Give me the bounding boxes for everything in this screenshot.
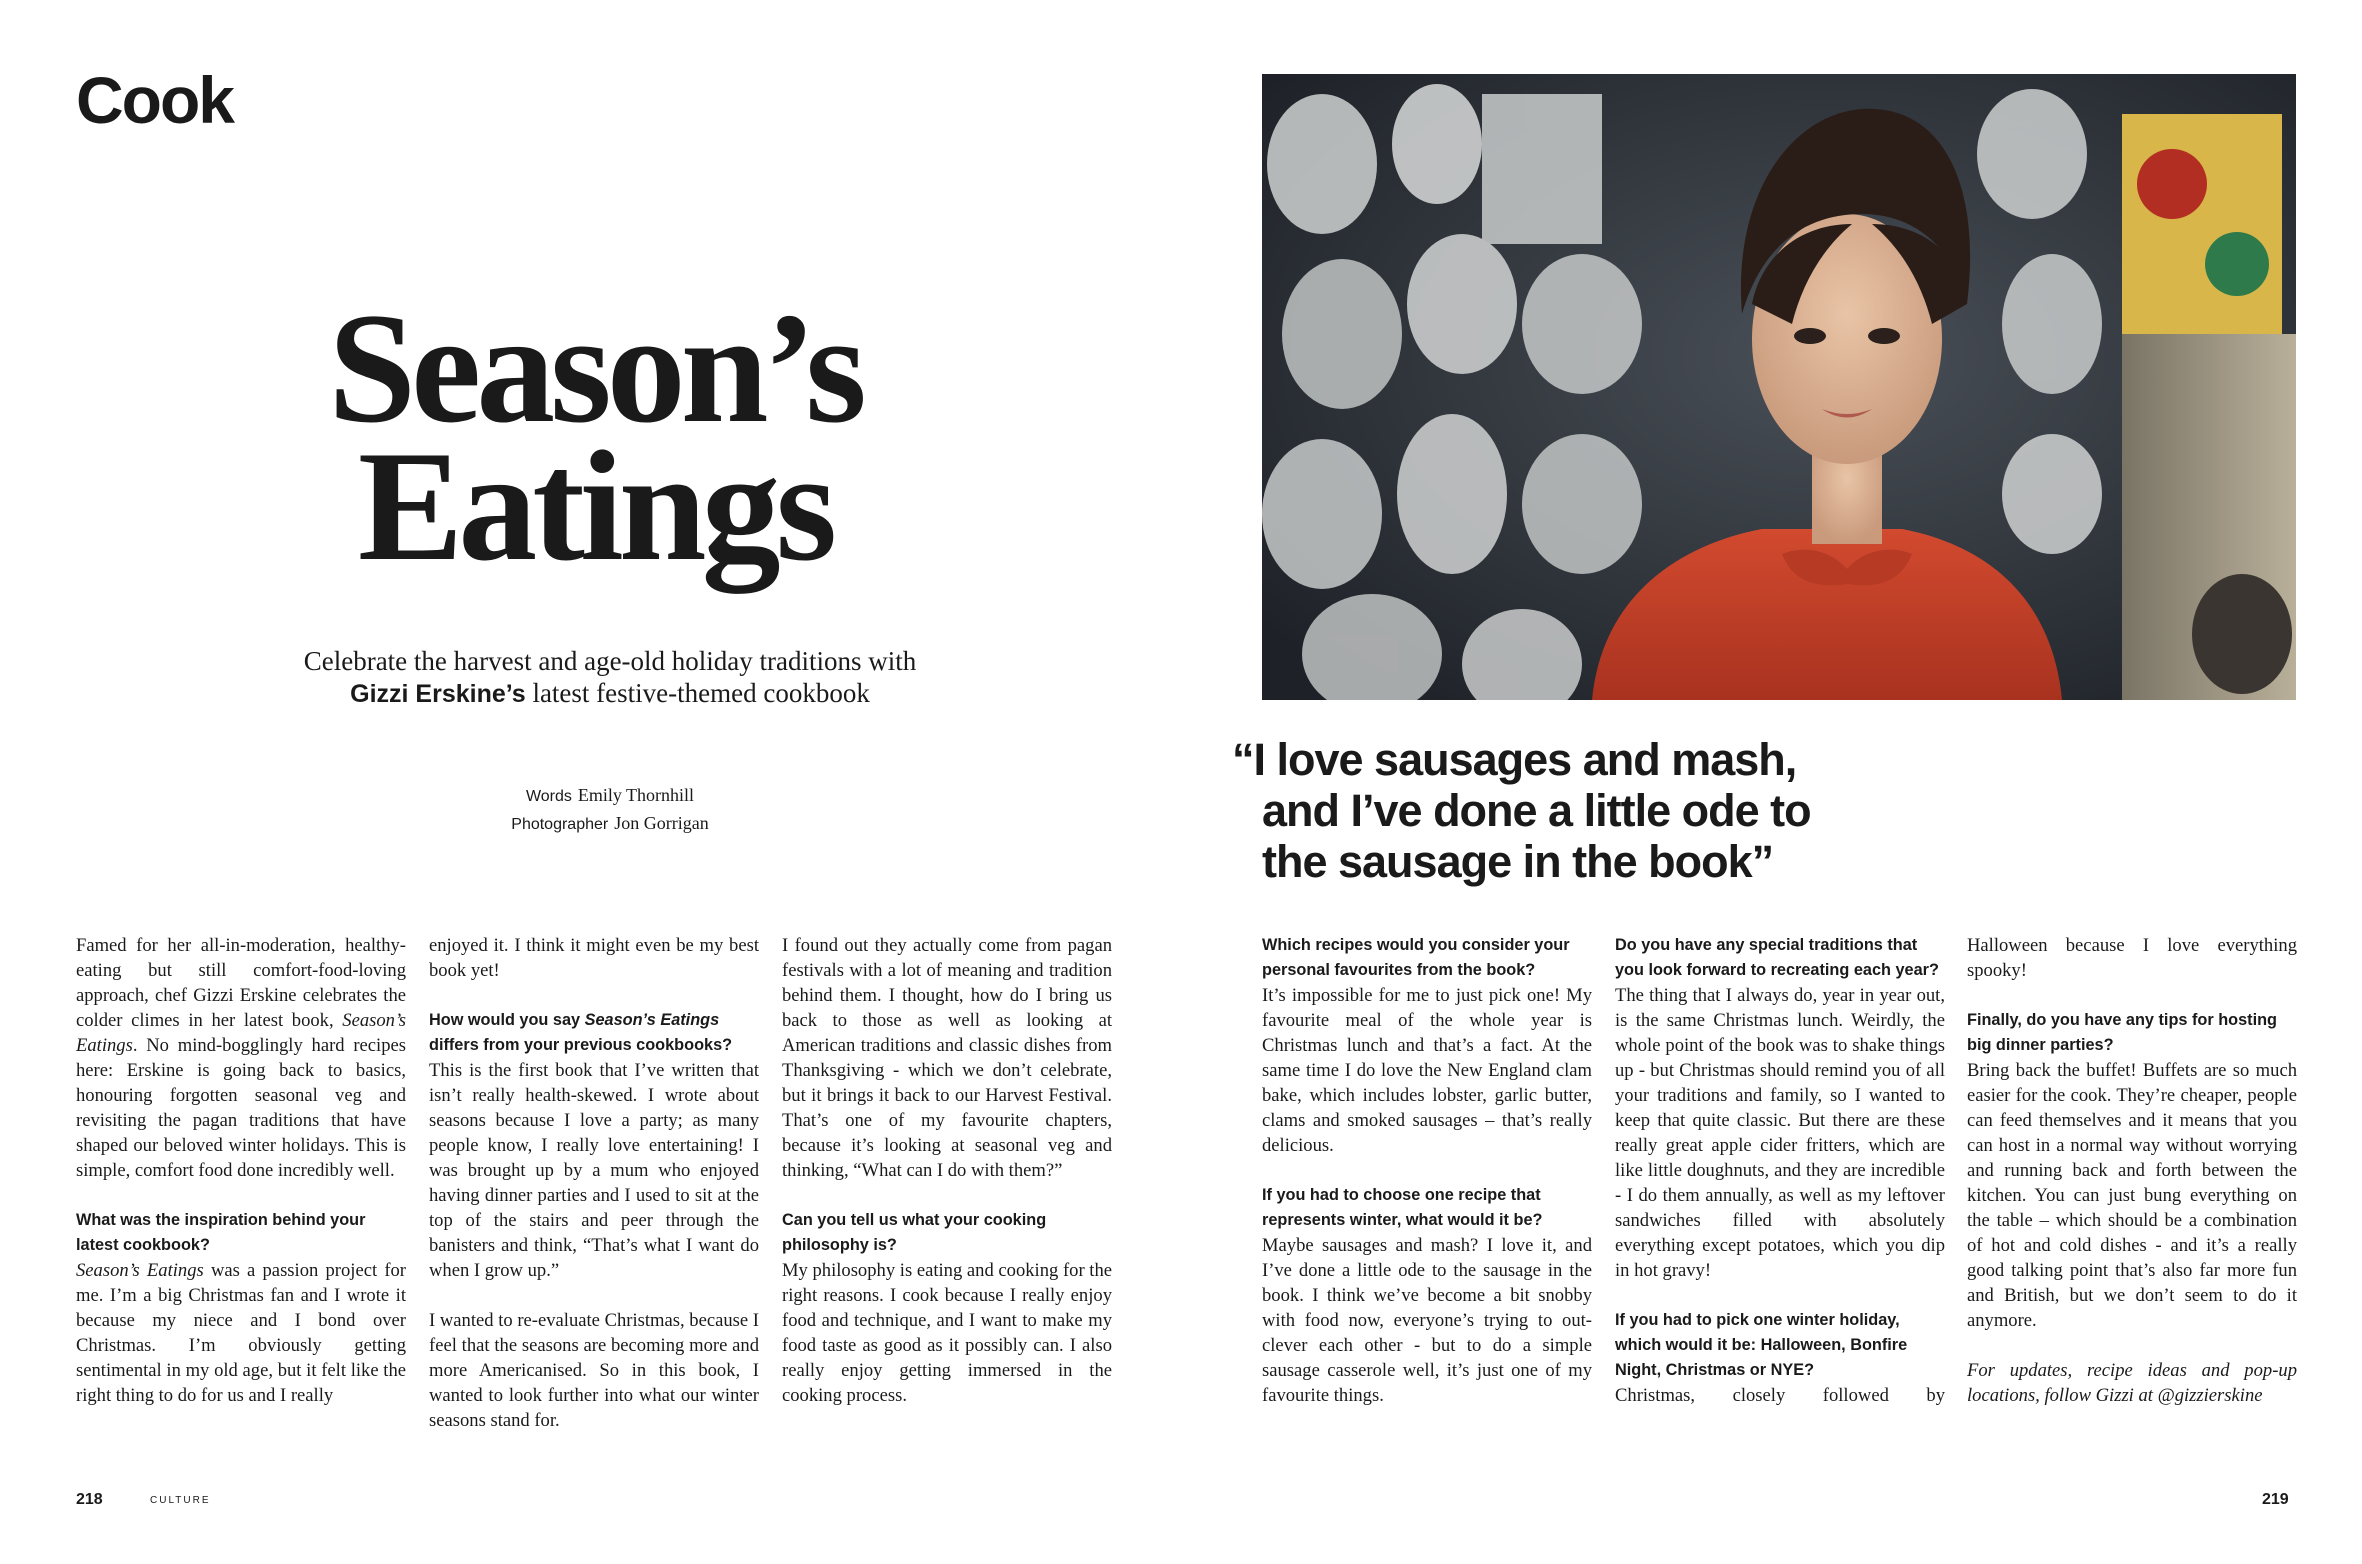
credit-photographer-name: Jon Gorrigan	[614, 813, 709, 833]
body-column-5	[1615, 933, 1945, 1433]
intro-text: Famed for her all-in-moderation, healthy-eating but still comfort-food-loving approach, chef Gizzi Erskine celebrates the colder climes in her latest book,	[76, 935, 406, 1031]
answer-7: Christmas, closely followed by	[1615, 1385, 1945, 1406]
body-column-2	[429, 933, 759, 1458]
question-3: Can you tell us what your cooking philosophy is?	[782, 1211, 1047, 1254]
question-4: Which recipes would you consider your personal favourites from the book?	[1262, 936, 1570, 979]
answer-1	[76, 1258, 406, 1408]
answer-2-paragraph-2: I wanted to re-evaluate Christmas, because I feel that the seasons are becoming more and more Americanised. So in this book, I wanted to look further into what our winter seasons stand for.	[429, 1310, 759, 1431]
answer-1-text: was a passion project for me. I’m a big Christmas fan and I wrote it because my niece and I bond over Christmas. I’m obviously getting sentimental in my old age, but it felt like the right thing to do for us and I really	[76, 1260, 407, 1406]
answer-3: My philosophy is eating and cooking for the right reasons. I cook because I really enjoy food and technique, and I want to make my food taste as good as it possibly can. I also really enjoy getting immersed in the cooking process.	[782, 1260, 1112, 1406]
standfirst	[240, 645, 980, 710]
answer-2-paragraph-1: This is the first book that I’ve written that isn’t really health-skewed. I wrote about seasons because I love a party; as many people know, I really love entertaining! I was brought up by a mum who enjoyed having dinner parties and I used to sit at the top of the stairs and peer through the banisters and think, “That’s what I want do when I grow up.”	[429, 1060, 759, 1281]
intro-text-end: . No mind-bogglingly hard recipes here: Erskine is going back to basics, honouring forgotten seasonal veg and revisiting the pagan traditions that have shaped our beloved winter holidays. This is simple, comfort food done incredibly well.	[76, 1035, 406, 1181]
section-footer: CULTURE	[150, 1495, 211, 1506]
question-7: If you had to pick one winter holiday, which would it be: Halloween, Bonfire Night, Christmas or NYE?	[1615, 1311, 1908, 1379]
body-column-3	[782, 933, 1112, 1433]
pull-quote-line-2: and I’ve done a little ode to	[1262, 785, 1811, 836]
credit-words	[380, 782, 840, 810]
book-title: Season’s Eatings	[584, 1011, 720, 1029]
credit-words-label: Words	[525, 788, 572, 805]
body-column-1	[76, 933, 406, 1433]
headline-line-2: Eatings	[357, 419, 833, 594]
credits	[380, 782, 840, 838]
question-2	[429, 1008, 759, 1058]
headline	[280, 281, 910, 594]
standfirst-text-end: latest festive-themed cookbook	[525, 678, 870, 708]
book-title: Season’s Eatings	[76, 1260, 204, 1281]
outro-text: For updates, recipe ideas and pop-up locations, follow Gizzi at @gizzierskine	[1967, 1360, 2297, 1406]
standfirst-name: Gizzi Erskine’s	[350, 680, 526, 708]
pull-quote	[1232, 734, 1852, 887]
pull-quote-line-1: “I love sausages and mash,	[1232, 734, 1797, 785]
pull-quote-line-3: the sausage in the book”	[1262, 836, 1774, 887]
answer-2-paragraph-3: I found out they actually come from pagan festivals with a lot of meaning and tradition behind them. I thought, how do I bring us back to those as well as looking at American traditions and classic dishes from Thanksgiving - which we don’t celebrate, but it brings it back to our Harvest Festival. That’s one of my favourite chapters, because it’s looking at seasonal veg and thinking, “What can I do with them?”	[782, 935, 1112, 1181]
question-5: If you had to choose one recipe that represents winter, what would it be?	[1262, 1186, 1543, 1229]
intro-paragraph	[76, 933, 406, 1183]
question-1: What was the inspiration behind your latest cookbook?	[76, 1211, 366, 1254]
question-2-text: How would you say	[429, 1011, 585, 1029]
outro-note	[1967, 1358, 2297, 1408]
answer-1-continued: enjoyed it. I think it might even be my best book yet!	[429, 935, 759, 981]
page-number-left: 218	[76, 1491, 103, 1508]
answer-7-continued: Halloween because I love everything spooky!	[1967, 935, 2297, 981]
book-title: Season’s Eatings	[76, 1010, 406, 1056]
headline-line-1: Season’s	[328, 281, 862, 456]
answer-6: The thing that I always do, year in year out, is the same Christmas lunch. Weirdly, the whole point of the book was to shake things up - but Christmas should remind you of all your traditions and family, so I wanted to keep that quite classic. But there are these really great apple cider fritters, which are like little doughnuts, and they are incredible - I do them annually, as well as my leftover sandwiches filled with absolutely everything except potatoes, which you dip in hot gravy!	[1615, 985, 1945, 1281]
credit-words-name: Emily Thornhill	[577, 785, 695, 805]
standfirst-text: Celebrate the harvest and age-old holiday traditions with	[303, 646, 917, 676]
answer-8: Bring back the buffet! Buffets are so much easier for the cook. They’re cheaper, people can feed themselves and it means that you can host in a normal way without worrying and running back and forth between the kitchen. You can just bung everything on the table – which should be a combination of hot and cold dishes - and it’s a really good talking point that’s also far more fun and British, but we don’t seem to do it anymore.	[1967, 1060, 2297, 1331]
question-2-text-end: differs from your previous cookbooks?	[429, 1036, 733, 1054]
section-label: Cook	[76, 63, 233, 137]
body-column-4	[1262, 933, 1592, 1433]
question-8: Finally, do you have any tips for hosting big dinner parties?	[1967, 1011, 2277, 1054]
answer-4: It’s impossible for me to just pick one! My favourite meal of the whole year is Christmas lunch and that’s a fact. At the same time I do love the New England clam bake, which includes lobster, garlic butter, clams and smoked sausages – that’s really delicious.	[1262, 985, 1592, 1156]
portrait-photo	[1262, 74, 2296, 700]
answer-5: Maybe sausages and mash? I love it, and I’ve done a little ode to the sausage in the book. I think we’ve become a bit snobby with food now, everyone’s trying to out-clever each other - but to do a simple sausage casserole well, it’s just one of my favourite things.	[1262, 1235, 1592, 1406]
question-6: Do you have any special traditions that you look forward to recreating each year?	[1615, 936, 1939, 979]
credit-photographer	[380, 810, 840, 838]
body-column-6	[1967, 933, 2297, 1433]
credit-photographer-label: Photographer	[511, 816, 609, 833]
portrait-illustration	[1262, 74, 2296, 700]
page-number-right: 219	[2262, 1491, 2289, 1508]
